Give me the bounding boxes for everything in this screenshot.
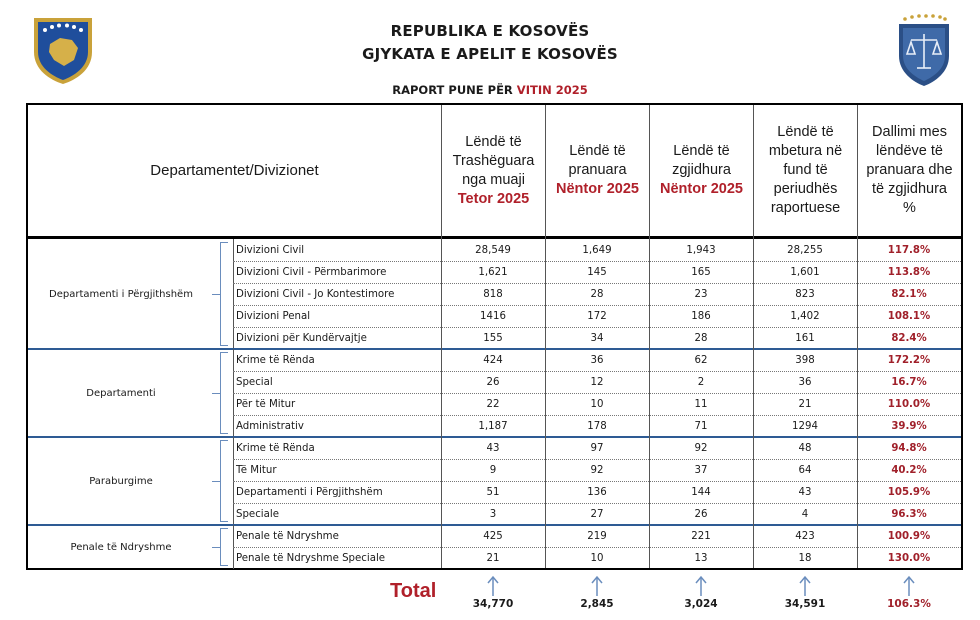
cell-received: 92: [590, 464, 604, 476]
table-row: [28, 547, 961, 569]
table-row: [28, 305, 961, 327]
col-header-department: Departamentet/Divizionet: [150, 162, 319, 179]
cell-diff: 40.2%: [891, 464, 927, 476]
cell-resolved: 221: [691, 530, 711, 542]
group-label-text: Departamenti i Përgjithshëm: [49, 288, 193, 300]
cell-inherited: 3: [489, 508, 497, 520]
cell-received: 219: [587, 530, 607, 542]
table-row: [28, 525, 961, 547]
cell-diff: 130.0%: [887, 552, 931, 564]
col-header-diff: Dallimi mes lëndëve të pranuara dhe të zgjidhura %: [857, 105, 961, 236]
cell-remaining: 28,255: [787, 244, 823, 256]
row-name: Divizioni për Kundërvajtje: [236, 332, 367, 344]
total-remaining: [753, 575, 857, 610]
cell-inherited: 1416: [480, 310, 506, 322]
table-row: [28, 415, 961, 437]
up-arrow-icon: [857, 575, 961, 597]
cell-inherited: 26: [486, 376, 500, 388]
row-name: Speciale: [236, 508, 279, 520]
total-remaining-value: 34,591: [784, 598, 826, 610]
cell-received: 10: [590, 552, 604, 564]
cell-diff: 105.9%: [887, 486, 931, 498]
cell-remaining: 398: [795, 354, 815, 366]
row-name: Divizioni Civil: [236, 244, 305, 256]
cell-received: 10: [590, 398, 604, 410]
up-arrow-icon: [441, 575, 545, 597]
cell-resolved: 144: [691, 486, 711, 498]
cell-remaining: 161: [795, 332, 815, 344]
group-label-text: Departamenti: [86, 387, 156, 399]
report-title-line1: REPUBLIKA E KOSOVËS: [390, 22, 590, 40]
cell-inherited: 424: [483, 354, 503, 366]
row-name: Divizioni Civil - Përmbarimore: [236, 266, 387, 278]
cell-resolved: 2: [697, 376, 705, 388]
total-received-value: 2,845: [580, 598, 614, 610]
up-arrow-icon: [753, 575, 857, 597]
row-name: Krime të Rënda: [236, 354, 315, 366]
cell-remaining: 4: [801, 508, 809, 520]
cell-inherited: 1,621: [478, 266, 508, 278]
report-title-line2: GJYKATA E APELIT E KOSOVËS: [362, 45, 618, 63]
column-divider: [441, 236, 442, 568]
table-row: [28, 481, 961, 503]
subtitle-year: VITIN 2025: [516, 83, 588, 97]
court-scales-emblem-icon: [893, 12, 955, 88]
cell-resolved: 26: [694, 508, 708, 520]
cell-remaining: 21: [798, 398, 812, 410]
cell-remaining: 36: [798, 376, 812, 388]
report-table: [26, 103, 963, 570]
total-resolved: [649, 575, 753, 610]
cell-received: 136: [587, 486, 607, 498]
cell-remaining: 1,402: [790, 310, 820, 322]
cell-remaining: 823: [795, 288, 815, 300]
cell-diff: 94.8%: [891, 442, 927, 454]
cell-diff: 82.4%: [891, 332, 927, 344]
cell-inherited: 43: [486, 442, 500, 454]
table-row: [28, 261, 961, 283]
cell-received: 27: [590, 508, 604, 520]
cell-resolved: 11: [694, 398, 708, 410]
cell-inherited: 818: [483, 288, 503, 300]
cell-remaining: 64: [798, 464, 812, 476]
report-subtitle: [0, 83, 980, 97]
cell-diff: 172.2%: [887, 354, 931, 366]
cell-received: 97: [590, 442, 604, 454]
cell-inherited: 21: [486, 552, 500, 564]
cell-resolved: 71: [694, 420, 708, 432]
total-label: Total: [390, 580, 437, 602]
cell-remaining: 423: [795, 530, 815, 542]
up-arrow-icon: [545, 575, 649, 597]
table-row: [28, 239, 961, 261]
total-received: [545, 575, 649, 610]
cell-diff: 39.9%: [891, 420, 927, 432]
row-name: Të Mitur: [236, 464, 277, 476]
cell-resolved: 165: [691, 266, 711, 278]
total-inherited-value: 34,770: [472, 598, 514, 610]
group-label-text: Penale të Ndryshme: [70, 541, 172, 553]
col-header-received: Lëndë të pranuara Nëntor 2025: [545, 105, 649, 236]
cell-resolved: 28: [694, 332, 708, 344]
table-row: [28, 393, 961, 415]
cell-received: 12: [590, 376, 604, 388]
cell-received: 178: [587, 420, 607, 432]
total-diff: [857, 575, 961, 610]
cell-resolved: 92: [694, 442, 708, 454]
column-divider: [857, 236, 858, 568]
row-name: Administrativ: [236, 420, 304, 432]
subtitle-prefix: RAPORT PUNE PËR: [392, 83, 517, 97]
table-row: [28, 503, 961, 525]
table-row: [28, 371, 961, 393]
table-row: [28, 349, 961, 371]
cell-received: 36: [590, 354, 604, 366]
report-header: [0, 0, 980, 104]
cell-received: 172: [587, 310, 607, 322]
cell-remaining: 1294: [792, 420, 818, 432]
row-name: Krime të Rënda: [236, 442, 315, 454]
table-row: [28, 283, 961, 305]
cell-resolved: 13: [694, 552, 708, 564]
row-name: Për të Mitur: [236, 398, 296, 410]
column-divider: [753, 236, 754, 568]
cell-resolved: 186: [691, 310, 711, 322]
cell-inherited: 1,187: [478, 420, 508, 432]
cell-diff: 16.7%: [891, 376, 927, 388]
column-divider: [649, 236, 650, 568]
cell-resolved: 37: [694, 464, 708, 476]
table-row: [28, 459, 961, 481]
row-name: Divizioni Civil - Jo Kontestimore: [236, 288, 395, 300]
cell-received: 145: [587, 266, 607, 278]
up-arrow-icon: [649, 575, 753, 597]
group-label-text: Paraburgime: [89, 475, 153, 487]
cell-remaining: 18: [798, 552, 812, 564]
row-name: Divizioni Penal: [236, 310, 311, 322]
cell-remaining: 48: [798, 442, 812, 454]
cell-diff: 82.1%: [891, 288, 927, 300]
cell-resolved: 23: [694, 288, 708, 300]
cell-diff: 113.8%: [887, 266, 931, 278]
cell-inherited: 22: [486, 398, 500, 410]
cell-resolved: 1,943: [686, 244, 716, 256]
col-header-resolved: Lëndë të zgjidhura Nëntor 2025: [649, 105, 753, 236]
row-name: Special: [236, 376, 273, 388]
row-name: Penale të Ndryshme Speciale: [236, 552, 386, 564]
table-row: [28, 327, 961, 349]
cell-diff: 100.9%: [887, 530, 931, 542]
total-resolved-value: 3,024: [684, 598, 718, 610]
cell-diff: 96.3%: [891, 508, 927, 520]
cell-inherited: 425: [483, 530, 503, 542]
cell-diff: 110.0%: [887, 398, 931, 410]
cell-received: 28: [590, 288, 604, 300]
row-name: Penale të Ndryshme: [236, 530, 339, 542]
cell-diff: 117.8%: [887, 244, 931, 256]
cell-inherited: 155: [483, 332, 503, 344]
column-divider: [545, 236, 546, 568]
total-diff-value: 106.3%: [887, 598, 931, 610]
cell-resolved: 62: [694, 354, 708, 366]
table-row: [28, 437, 961, 459]
total-inherited: [441, 575, 545, 610]
cell-remaining: 43: [798, 486, 812, 498]
cell-received: 1,649: [582, 244, 612, 256]
col-header-inherited: Lëndë të Trashëguara nga muaji Tetor 2025: [441, 105, 545, 236]
col-header-remaining: Lëndë të mbetura në fund të periudhës raportuese: [753, 105, 857, 236]
cell-remaining: 1,601: [790, 266, 820, 278]
cell-diff: 108.1%: [887, 310, 931, 322]
cell-received: 34: [590, 332, 604, 344]
cell-inherited: 51: [486, 486, 500, 498]
row-name: Departamenti i Përgjithshëm: [236, 486, 383, 498]
cell-inherited: 28,549: [475, 244, 511, 256]
cell-inherited: 9: [489, 464, 497, 476]
